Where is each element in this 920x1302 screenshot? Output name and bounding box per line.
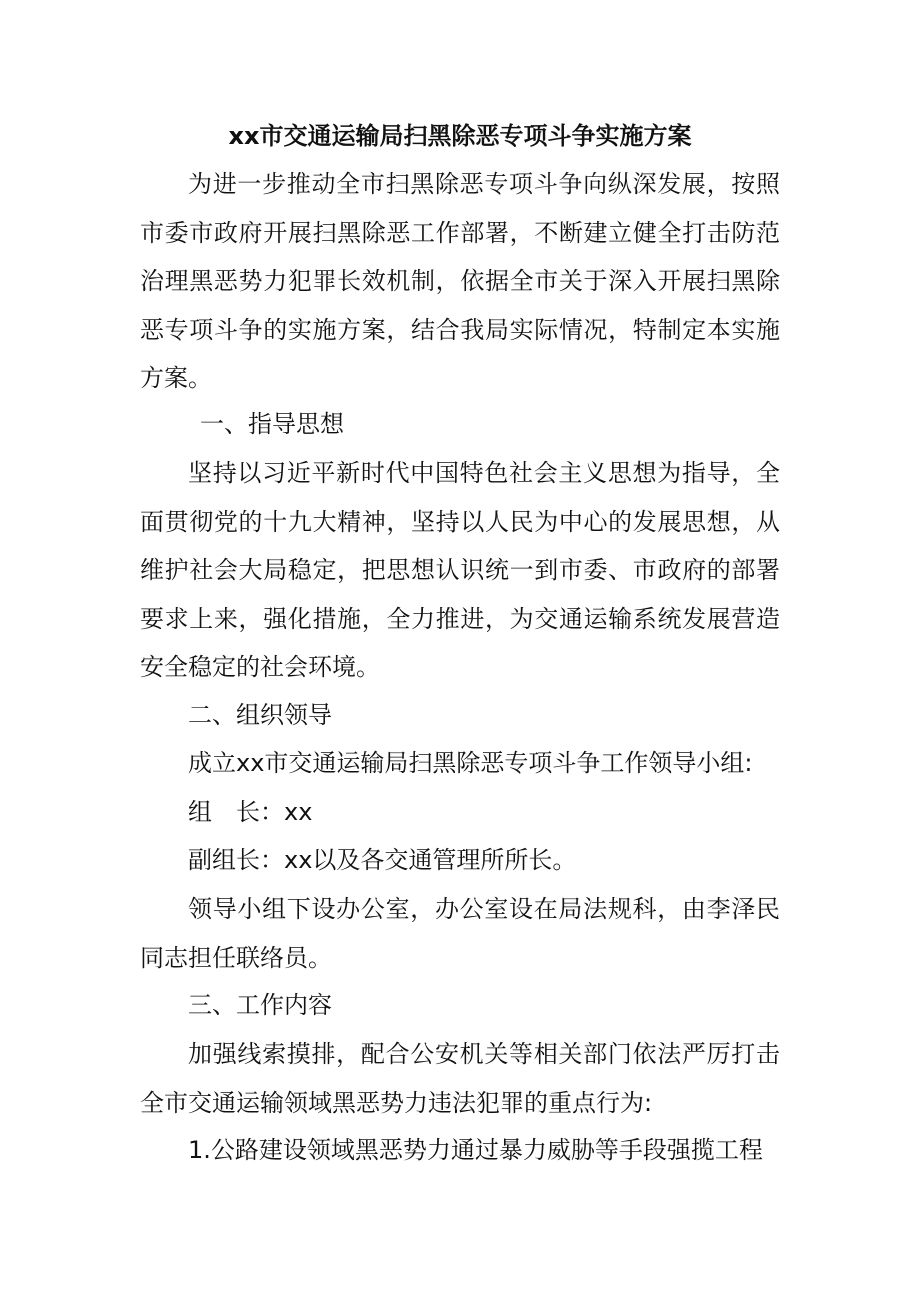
office-paragraph: 领导小组下设办公室，办公室设在局法规科，由李泽民同志担任联络员。	[140, 895, 780, 972]
leader-line: 组 长：xx	[188, 798, 313, 826]
deputy-line: 副组长：xx以及各交通管理所所长。	[188, 846, 577, 874]
section-2-heading: 二、组织领导	[188, 701, 332, 729]
section-3-heading: 三、工作内容	[188, 991, 332, 1019]
section-2-intro: 成立xx市交通运输局扫黑除恶专项斗争工作领导小组:	[188, 749, 753, 777]
section-3-intro: 加强线索摸排，配合公安机关等相关部门依法严厉打击全市交通运输领域黑恶势力违法犯罪的重点行为:	[140, 1040, 780, 1117]
document-title: xx市交通运输局扫黑除恶专项斗争实施方案	[228, 122, 692, 150]
section-1-body: 坚持以习近平新时代中国特色社会主义思想为指导，全面贯彻党的十九大精神，坚持以人民为中心的发展思想，从维护社会大局稳定，把思想认识统一到市委、市政府的部署要求上来，强化措施，全力推进，为交通运输系统发展营造安全稳定的社会环境。	[140, 459, 780, 681]
section-1-heading: 一、指导思想	[200, 410, 344, 438]
intro-paragraph: 为进一步推动全市扫黑除恶专项斗争向纵深发展，按照市委市政府开展扫黑除恶工作部署，不断建立健全打击防范治理黑恶势力犯罪长效机制，依据全市关于深入开展扫黑除恶专项斗争的实施方案，结合我局实际情况，特制定本实施方案。	[140, 170, 780, 392]
item-1-partial: 1.公路建设领域黑恶势力通过暴力威胁等手段强揽工程	[188, 1136, 763, 1164]
